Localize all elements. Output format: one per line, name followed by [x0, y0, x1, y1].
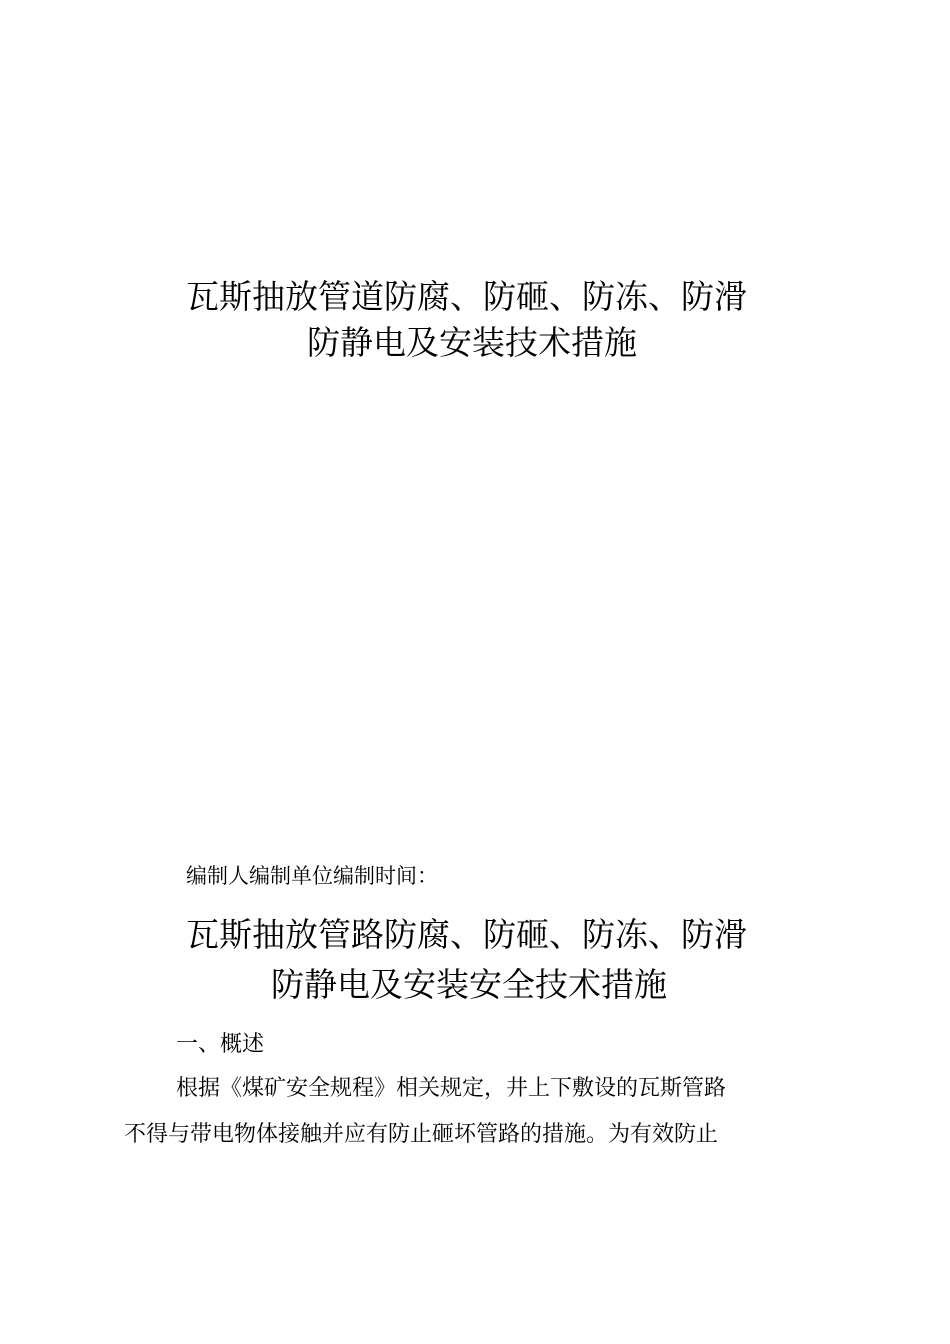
paragraph-line-2: 不得与带电物体接触并应有防止砸坏管路的措施。为有效防止	[124, 1122, 719, 1147]
paragraph-line-1: 根据《煤矿安全规程》相关规定，井上下敷设的瓦斯管路	[176, 1076, 727, 1101]
cover-title-line-2: 防静电及安装技术措施	[307, 323, 637, 362]
document-title-line-1: 瓦斯抽放管路防腐、防砸、防冻、防滑	[186, 915, 747, 954]
section-heading-overview: 一、概述	[176, 1032, 265, 1057]
cover-title-line-1: 瓦斯抽放管道防腐、防砸、防冻、防滑	[186, 277, 747, 316]
author-info-line: 编制人编制单位编制时间：	[186, 864, 438, 888]
document-title-line-2: 防静电及安装安全技术措施	[271, 965, 667, 1004]
